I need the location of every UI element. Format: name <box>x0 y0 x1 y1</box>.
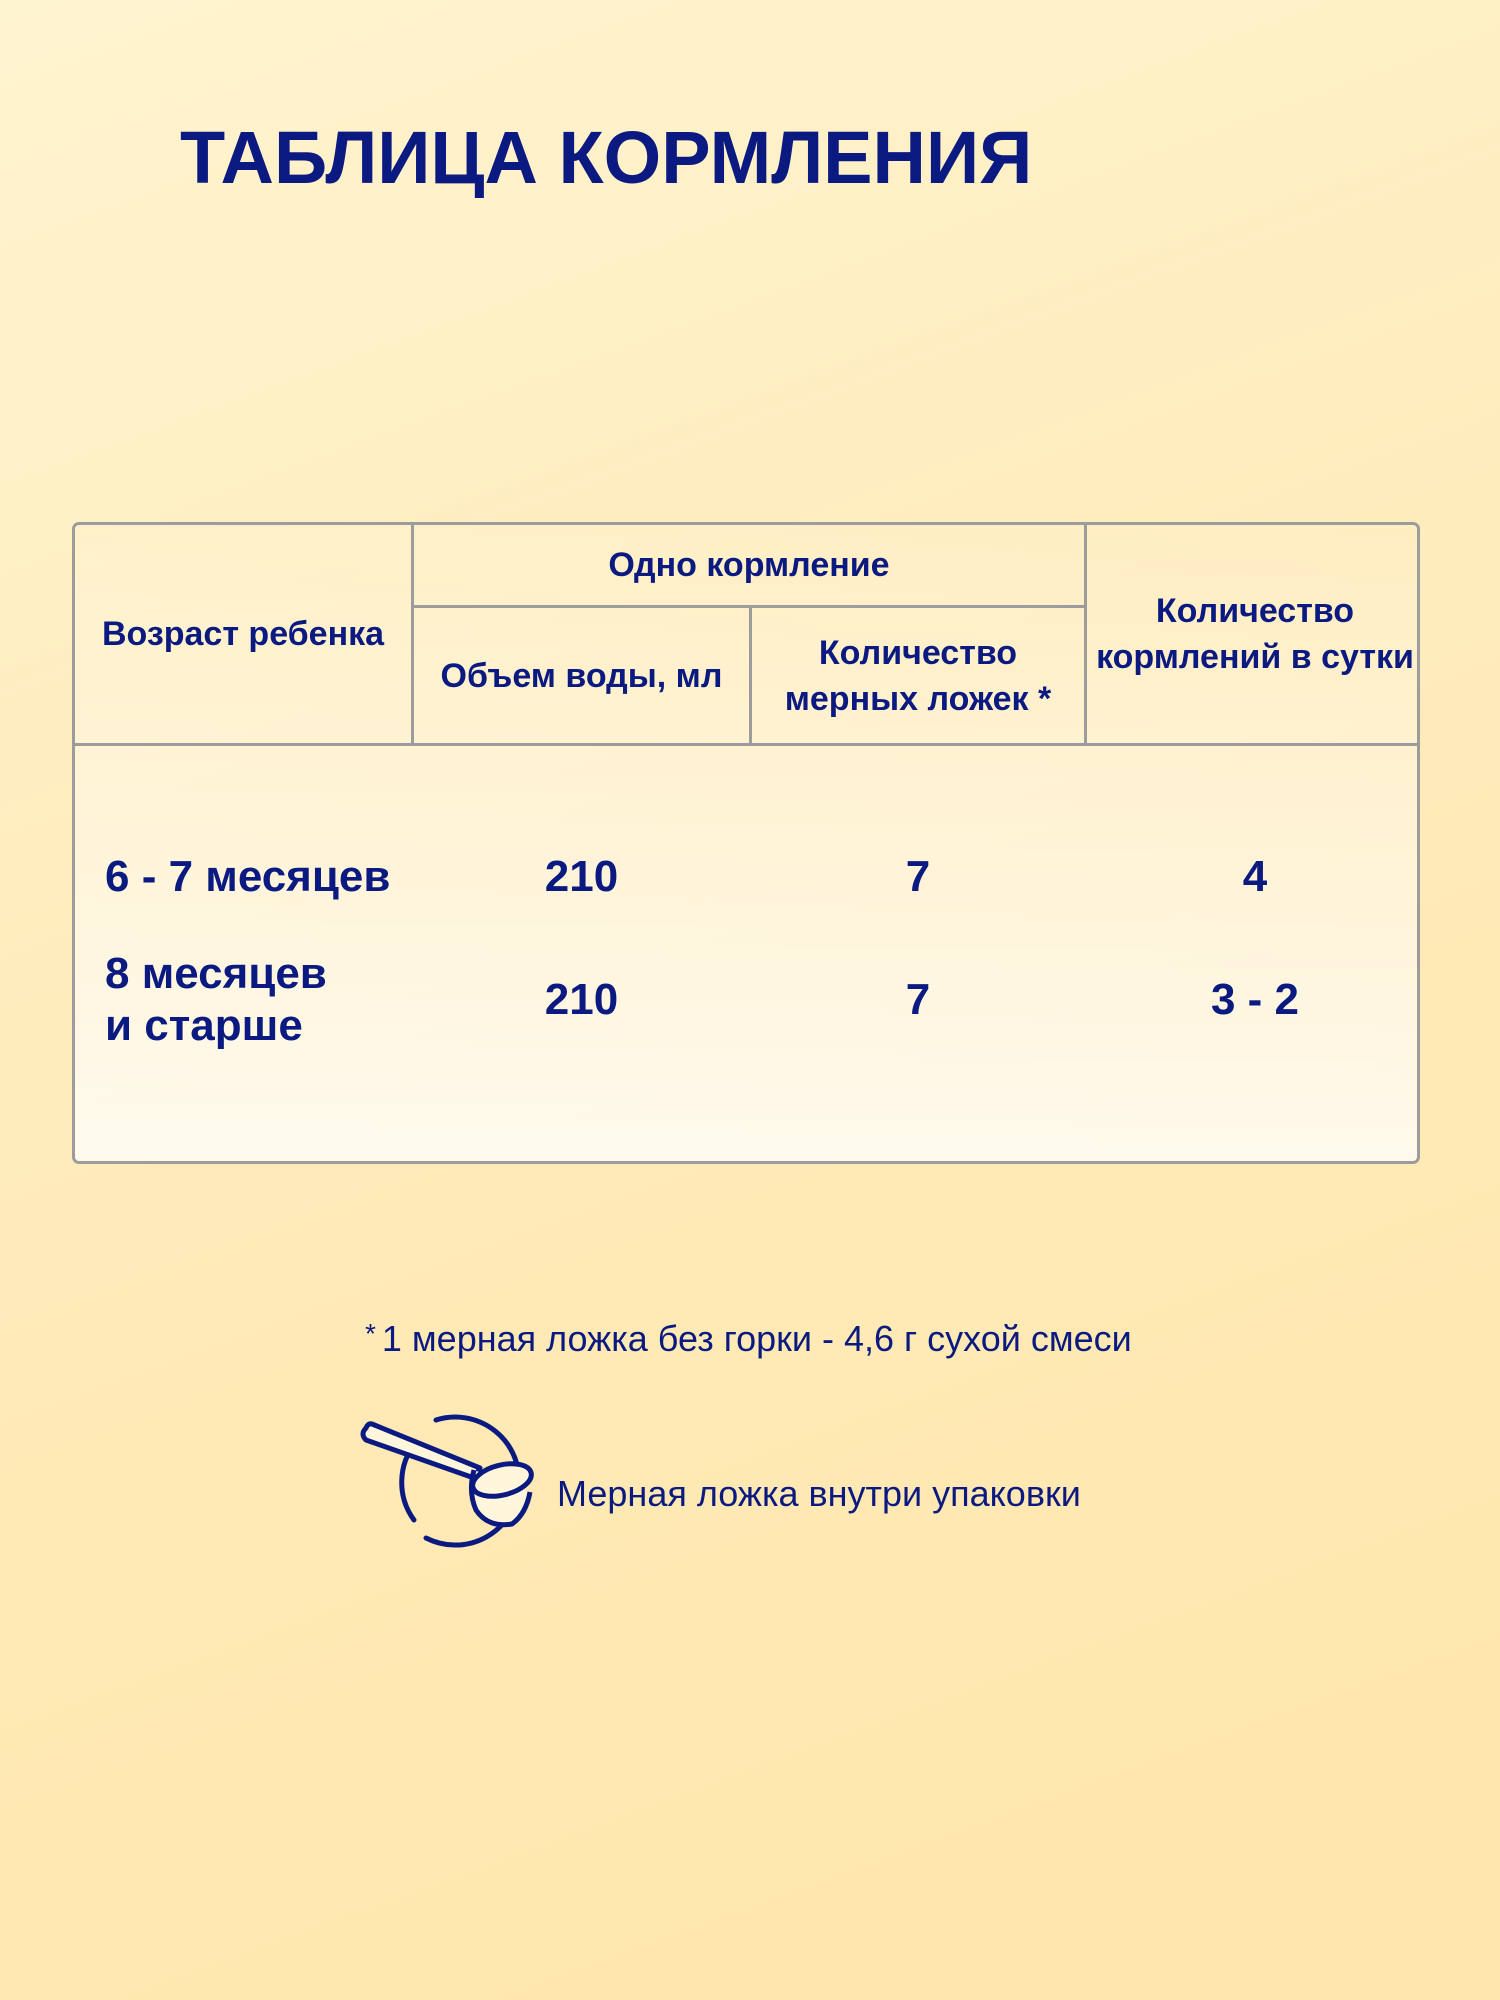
row-1-feedings-value: 4 <box>1242 852 1268 901</box>
row-2-feedings-value: 3 - 2 <box>1210 975 1300 1024</box>
row-1-age-line1: 6 - 7 месяцев <box>105 852 391 901</box>
footnote-star: * <box>365 1318 376 1349</box>
row-1-spoons-value: 7 <box>905 852 931 901</box>
page-title: ТАБЛИЦА КОРМЛЕНИЯ <box>180 116 1033 199</box>
table-row-2-water <box>414 945 749 1055</box>
table-row-1-age <box>75 845 411 909</box>
header-water-volume <box>414 608 749 743</box>
footnote <box>365 1318 1132 1360</box>
row-2-water-value: 210 <box>544 975 619 1024</box>
table-row-1-feedings <box>1087 845 1420 909</box>
header-feedings-line1: Количество <box>1155 592 1355 630</box>
table-row-1-water <box>414 845 749 909</box>
row-2-age-line2: и старше <box>105 1001 303 1050</box>
table-row-2-feedings <box>1087 945 1420 1055</box>
table-row-2-age <box>75 945 411 1055</box>
header-feedings-line2: кормлений в сутки <box>1096 638 1414 676</box>
header-water-volume-label: Объем воды, мл <box>440 656 723 695</box>
spoon-note: Мерная ложка внутри упаковки <box>557 1473 1081 1514</box>
row-1-water-value: 210 <box>544 852 619 901</box>
header-one-feeding <box>414 525 1084 605</box>
row-2-spoons-value: 7 <box>905 975 931 1024</box>
header-age-label: Возраст ребенка <box>101 615 385 653</box>
table-divider-header-body <box>75 743 1420 746</box>
measuring-spoon-icon <box>356 1410 554 1550</box>
table-row-1-spoons <box>752 845 1084 909</box>
feeding-table <box>72 522 1420 1164</box>
row-2-age-line1: 8 месяцев <box>105 949 327 998</box>
table-row-2-spoons <box>752 945 1084 1055</box>
header-feedings-per-day <box>1087 525 1420 743</box>
header-age <box>75 525 411 743</box>
header-spoons <box>752 608 1084 743</box>
header-spoons-line2: мерных ложек * <box>784 679 1052 718</box>
header-one-feeding-label: Одно кормление <box>608 546 890 584</box>
header-spoons-line1: Количество <box>818 633 1018 672</box>
footnote-text: 1 мерная ложка без горки - 4,6 г сухой смеси <box>381 1318 1132 1359</box>
